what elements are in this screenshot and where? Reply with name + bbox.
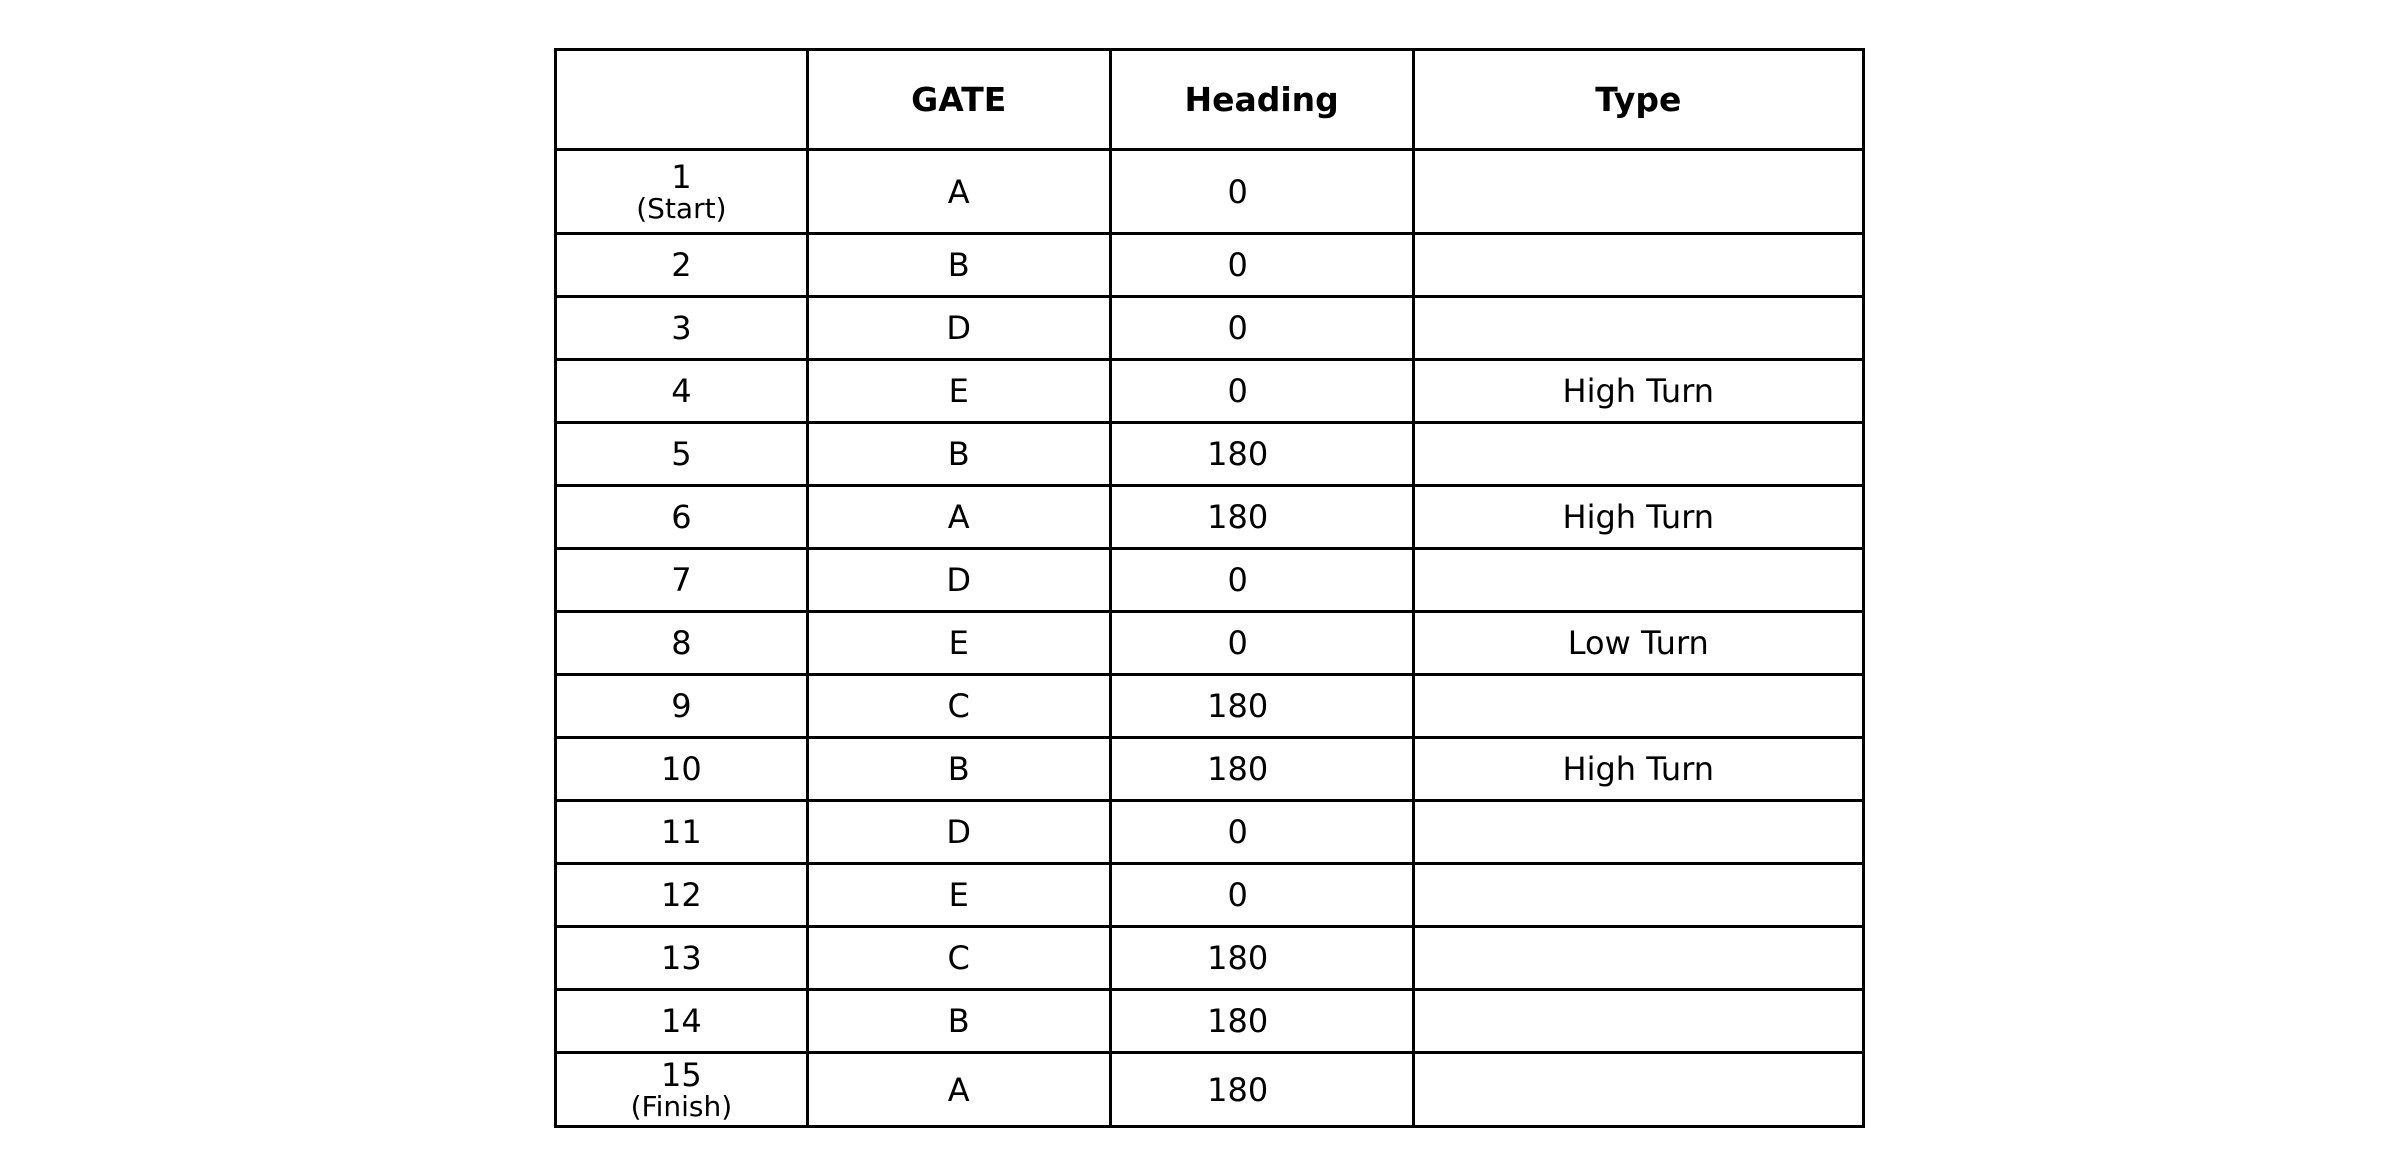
table-row — [556, 297, 1864, 360]
type-cell — [1413, 297, 1863, 360]
gate-cell: B — [807, 738, 1110, 801]
row-index: 15 — [661, 1055, 702, 1094]
row-index: 3 — [671, 309, 692, 347]
row-index: 4 — [671, 372, 692, 410]
heading-cell: 0 — [1110, 234, 1413, 297]
row-index: 12 — [661, 876, 702, 914]
header-gate: GATE — [807, 50, 1110, 150]
row-index-cell — [556, 612, 808, 675]
gate-cell: C — [807, 927, 1110, 990]
heading-cell: 180 — [1110, 423, 1413, 486]
table-row — [556, 549, 1864, 612]
row-index-cell — [556, 150, 808, 234]
row-index-cell — [556, 990, 808, 1053]
table-row — [556, 738, 1864, 801]
heading-cell: 180 — [1110, 1053, 1413, 1127]
row-index-cell — [556, 234, 808, 297]
gate-cell: E — [807, 864, 1110, 927]
row-index: 6 — [671, 498, 692, 536]
gate-sequence-table — [554, 48, 1865, 1128]
type-cell — [1413, 675, 1863, 738]
row-index: 11 — [661, 813, 702, 851]
row-index-cell — [556, 927, 808, 990]
table-body — [556, 150, 1864, 1127]
row-index-cell — [556, 423, 808, 486]
row-index-cell — [556, 801, 808, 864]
header-index — [556, 50, 808, 150]
table-row — [556, 675, 1864, 738]
heading-cell: 0 — [1110, 297, 1413, 360]
heading-cell: 180 — [1110, 927, 1413, 990]
gate-cell: A — [807, 150, 1110, 234]
gate-cell: D — [807, 801, 1110, 864]
table-row — [556, 864, 1864, 927]
row-index-cell — [556, 738, 808, 801]
type-cell — [1413, 423, 1863, 486]
row-index: 8 — [671, 624, 692, 662]
type-cell — [1413, 549, 1863, 612]
row-index: 1 — [671, 157, 692, 196]
table-row — [556, 486, 1864, 549]
row-index-cell — [556, 1053, 808, 1127]
heading-cell: 180 — [1110, 675, 1413, 738]
gate-cell: B — [807, 423, 1110, 486]
table-row — [556, 1053, 1864, 1127]
gate-cell: B — [807, 990, 1110, 1053]
heading-cell: 180 — [1110, 486, 1413, 549]
gate-cell: D — [807, 297, 1110, 360]
gate-cell: A — [807, 486, 1110, 549]
row-index-cell — [556, 864, 808, 927]
row-index: 10 — [661, 750, 702, 788]
table-row — [556, 423, 1864, 486]
row-index-cell — [556, 297, 808, 360]
header-type: Type — [1413, 50, 1863, 150]
type-cell: High Turn — [1413, 486, 1863, 549]
gate-cell: A — [807, 1053, 1110, 1127]
header-heading: Heading — [1110, 50, 1413, 150]
row-index-cell — [556, 486, 808, 549]
row-index: 5 — [671, 435, 692, 473]
type-cell — [1413, 1053, 1863, 1127]
gate-cell: D — [807, 549, 1110, 612]
row-index-cell — [556, 675, 808, 738]
type-cell: Low Turn — [1413, 612, 1863, 675]
heading-cell: 0 — [1110, 549, 1413, 612]
table-row — [556, 927, 1864, 990]
table-row — [556, 801, 1864, 864]
gate-cell: E — [807, 612, 1110, 675]
heading-cell: 0 — [1110, 360, 1413, 423]
gate-cell: C — [807, 675, 1110, 738]
heading-cell: 0 — [1110, 801, 1413, 864]
type-cell — [1413, 234, 1863, 297]
type-cell — [1413, 990, 1863, 1053]
row-index: 7 — [671, 561, 692, 599]
gate-cell: B — [807, 234, 1110, 297]
table-header-row — [556, 50, 1864, 150]
row-index: 2 — [671, 246, 692, 284]
row-index-cell — [556, 549, 808, 612]
type-cell: High Turn — [1413, 360, 1863, 423]
heading-cell: 0 — [1110, 864, 1413, 927]
type-cell — [1413, 927, 1863, 990]
gate-cell: E — [807, 360, 1110, 423]
row-index: 13 — [661, 939, 702, 977]
row-index-cell — [556, 360, 808, 423]
table-row — [556, 612, 1864, 675]
table-row — [556, 150, 1864, 234]
row-index: 14 — [661, 1002, 702, 1040]
table-row — [556, 234, 1864, 297]
row-index-note: (Start) — [636, 191, 727, 225]
type-cell — [1413, 801, 1863, 864]
row-index: 9 — [671, 687, 692, 725]
heading-cell: 0 — [1110, 150, 1413, 234]
row-index-note: (Finish) — [630, 1089, 733, 1123]
heading-cell: 180 — [1110, 738, 1413, 801]
heading-cell: 180 — [1110, 990, 1413, 1053]
table-row — [556, 360, 1864, 423]
type-cell: High Turn — [1413, 738, 1863, 801]
type-cell — [1413, 150, 1863, 234]
table-row — [556, 990, 1864, 1053]
type-cell — [1413, 864, 1863, 927]
heading-cell: 0 — [1110, 612, 1413, 675]
